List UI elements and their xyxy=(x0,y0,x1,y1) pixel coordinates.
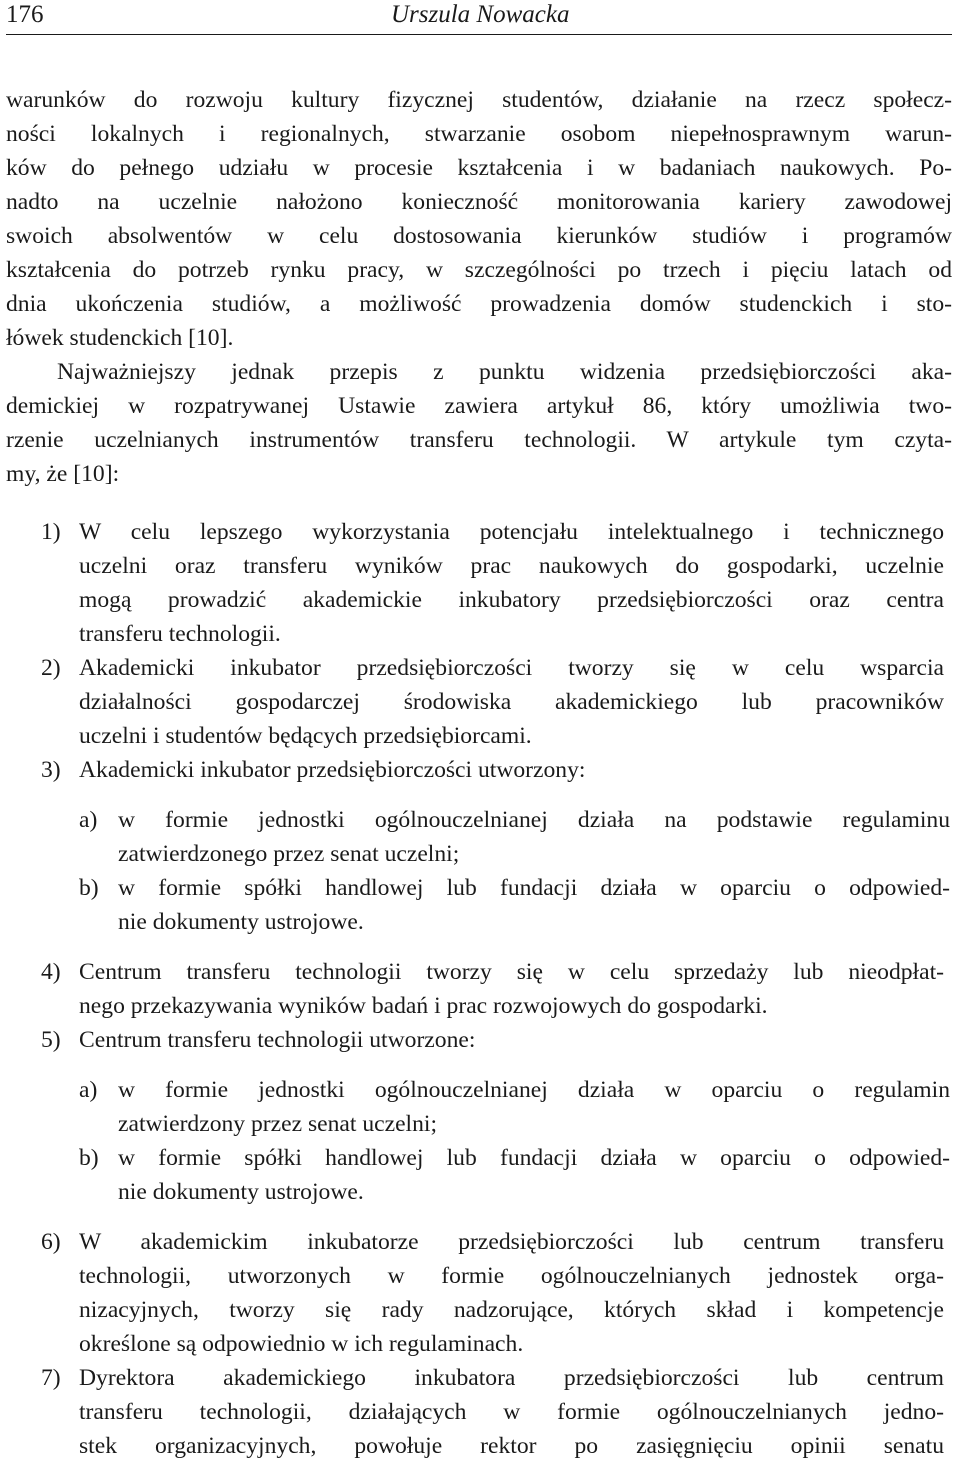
text-line: warunków do rozwoju kultury fizycznej studentów, działanie na rzecz społecz- xyxy=(6,87,952,113)
list-item-number: 3) xyxy=(41,757,61,783)
page-header xyxy=(6,0,952,35)
text-line: dnia ukończenia studiów, a możliwość prowadzenia domów studenckich i sto- xyxy=(6,291,952,317)
text-line: transferu technologii, działających w formie ogólnouczelnianych jedno- xyxy=(79,1399,944,1425)
text-line: zatwierdzonego przez senat uczelni; xyxy=(118,841,460,867)
sub-list-item xyxy=(6,1073,952,1141)
list-item xyxy=(6,651,952,753)
sub-list-item-text xyxy=(118,1073,950,1141)
list-item-text xyxy=(79,515,944,651)
numbered-list xyxy=(6,515,952,1463)
text-line: Akademicki inkubator przedsiębiorczości utworzony: xyxy=(79,757,586,783)
text-line: Najważniejszy jednak przepis z punktu widzenia przedsiębiorczości aka- xyxy=(57,359,952,385)
text-line: uczelni i studentów będących przedsiębiorcami. xyxy=(79,723,532,749)
text-line: nadto na uczelnie nałożono konieczność monitorowania kariery zawodowej xyxy=(6,189,952,215)
text-line: W akademickim inkubatorze przedsiębiorczości lub centrum transferu xyxy=(79,1229,944,1255)
text-line: w formie spółki handlowej lub fundacji działa w oparciu o odpowied- xyxy=(118,1145,950,1171)
running-head: Urszula Nowacka xyxy=(391,1,570,28)
text-line: w formie jednostki ogólnouczelnianej działa w oparciu o regulamin xyxy=(118,1077,950,1103)
text-line: ności lokalnych i regionalnych, stwarzanie osobom niepełnosprawnym warun- xyxy=(6,121,952,147)
text-line: nizacyjnych, tworzy się rady nadzorujące, których skład i kompetencje xyxy=(79,1297,944,1323)
sub-list-item-letter: a) xyxy=(79,807,98,833)
paragraph xyxy=(6,83,952,355)
text-line: uczelni oraz transferu wyników prac naukowych do gospodarki, uczelnie xyxy=(79,553,944,579)
text-line: Centrum transferu technologii tworzy się w celu sprzedaży lub nieodpłat- xyxy=(79,959,944,985)
list-item-number: 4) xyxy=(41,959,61,985)
document-page xyxy=(6,0,952,1463)
page-number: 176 xyxy=(6,1,44,28)
text-line: określone są odpowiednio w ich regulaminach. xyxy=(79,1331,524,1357)
text-line: zatwierdzony przez senat uczelni; xyxy=(118,1111,437,1137)
text-line: demickiej w rozpatrywanej Ustawie zawiera artykuł 86, który umożliwia two- xyxy=(6,393,952,419)
sub-list xyxy=(6,1073,952,1209)
text-line: kształcenia do potrzeb rynku pracy, w szczególności po trzech i pięciu latach od xyxy=(6,257,952,283)
sub-list-item-letter: b) xyxy=(79,875,99,901)
list-item-text xyxy=(79,651,944,753)
list-item-text xyxy=(79,955,944,1023)
sub-list-item-text xyxy=(118,871,950,939)
sub-list-item xyxy=(6,1141,952,1209)
text-line: transferu technologii. xyxy=(79,621,281,647)
text-line: ków do pełnego udziału w procesie kształcenia i w badaniach naukowych. Po- xyxy=(6,155,952,181)
text-line: technologii, utworzonych w formie ogólnouczelnianych jednostek orga- xyxy=(79,1263,944,1289)
list-item-text xyxy=(79,1023,944,1057)
text-line: swoich absolwentów w celu dostosowania kierunków studiów i programów xyxy=(6,223,952,249)
list-item xyxy=(6,955,952,1023)
list-item-number: 7) xyxy=(41,1365,61,1391)
text-line: Centrum transferu technologii utworzone: xyxy=(79,1027,476,1053)
text-line: nie dokumenty ustrojowe. xyxy=(118,1179,364,1205)
sub-list-item-text xyxy=(118,803,950,871)
text-line: mogą prowadzić akademickie inkubatory przedsiębiorczości oraz centra xyxy=(79,587,944,613)
list-item-number: 2) xyxy=(41,655,61,681)
sub-list xyxy=(6,803,952,939)
list-item-text xyxy=(79,753,944,787)
sub-list-item xyxy=(6,803,952,871)
text-line: Dyrektora akademickiego inkubatora przedsiębiorczości lub centrum xyxy=(79,1365,944,1391)
text-line: W celu lepszego wykorzystania potencjału intelektualnego i technicznego xyxy=(79,519,944,545)
text-line: rzenie uczelnianych instrumentów transferu technologii. W artykule tym czyta- xyxy=(6,427,952,453)
text-line: stek organizacyjnych, powołuje rektor po zasięgnięciu opinii senatu xyxy=(79,1433,944,1459)
list-item-text xyxy=(79,1225,944,1361)
body-text xyxy=(6,83,952,1463)
list-item xyxy=(6,515,952,651)
sub-list-item xyxy=(6,871,952,939)
text-line: Akademicki inkubator przedsiębiorczości tworzy się w celu wsparcia xyxy=(79,655,944,681)
text-line: w formie spółki handlowej lub fundacji działa w oparciu o odpowied- xyxy=(118,875,950,901)
list-item xyxy=(6,1023,952,1057)
text-line: my, że [10]: xyxy=(6,461,120,487)
list-item-number: 5) xyxy=(41,1027,61,1053)
list-item xyxy=(6,753,952,787)
text-line: nie dokumenty ustrojowe. xyxy=(118,909,364,935)
sub-list-item-text xyxy=(118,1141,950,1209)
list-item-number: 6) xyxy=(41,1229,61,1255)
text-line: nego przekazywania wyników badań i prac rozwojowych do gospodarki. xyxy=(79,993,768,1019)
sub-list-item-letter: a) xyxy=(79,1077,98,1103)
list-item-number: 1) xyxy=(41,519,61,545)
text-line: łówek studenckich [10]. xyxy=(6,325,234,351)
text-line: w formie jednostki ogólnouczelnianej działa na podstawie regulaminu xyxy=(118,807,950,833)
paragraph xyxy=(6,355,952,491)
list-item xyxy=(6,1225,952,1361)
sub-list-item-letter: b) xyxy=(79,1145,99,1171)
text-line: działalności gospodarczej środowiska akademickiego lub pracowników xyxy=(79,689,944,715)
